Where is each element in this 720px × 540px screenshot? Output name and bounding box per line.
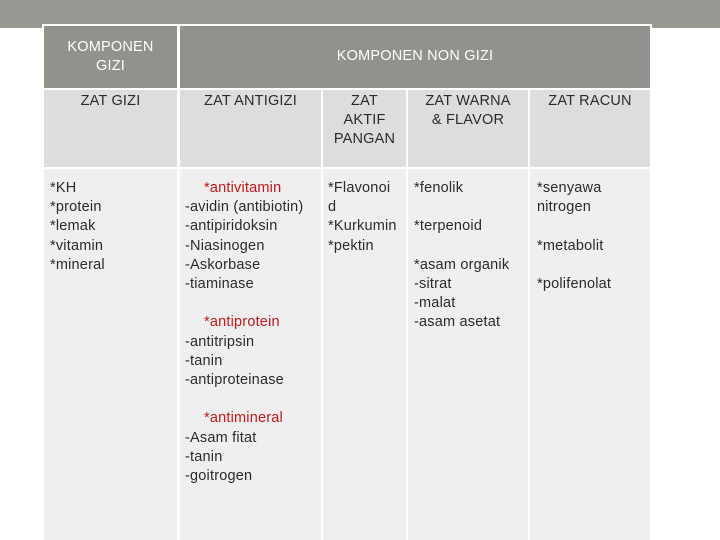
komponen-table <box>42 24 652 540</box>
antivitamin-item: -antipiridoksin <box>185 218 278 235</box>
racun-item <box>537 217 650 236</box>
antivitamin-item: -Niasinogen <box>185 237 265 254</box>
spacer <box>185 294 319 313</box>
warna-item <box>414 237 528 256</box>
spacer <box>185 390 319 409</box>
antiprotein-title: *antiprotein <box>204 314 280 331</box>
racun-item <box>537 256 650 275</box>
gizi-item: *protein <box>50 199 102 216</box>
antiprotein-item: -tanin <box>185 352 223 369</box>
subheader-zat-racun <box>530 90 650 167</box>
subheader-aktif-line-1: ZAT <box>351 93 378 109</box>
aktif-item: *Flavonoi <box>328 180 391 196</box>
subheader-zat-aktif-pangan <box>323 90 406 167</box>
subheader-zat-antigizi-label: ZAT ANTIGIZI <box>204 93 297 109</box>
antimineral-item: -tanin <box>185 448 223 465</box>
subheader-zat-gizi <box>44 90 177 167</box>
warna-item: *terpenoid <box>414 218 483 235</box>
racun-item: *senyawa <box>537 180 602 196</box>
header-komponen-gizi <box>44 26 177 88</box>
warna-item: -asam asetat <box>414 314 501 331</box>
warna-item: -sitrat <box>414 275 452 292</box>
racun-item: *polifenolat <box>537 275 612 292</box>
antimineral-title: *antimineral <box>204 410 283 427</box>
antivitamin-item: -tiaminase <box>185 276 254 293</box>
warna-item <box>414 198 528 217</box>
antivitamin-item: -Askorbase <box>185 256 261 273</box>
warna-item: -malat <box>414 295 456 312</box>
body-zat-antigizi <box>180 169 321 540</box>
racun-item: nitrogen <box>537 199 591 216</box>
antimineral-item: -goitrogen <box>185 468 253 485</box>
subheader-warna-line-2: & FLAVOR <box>431 112 505 129</box>
warna-item: *asam organik <box>414 256 510 273</box>
gizi-item: *vitamin <box>50 237 104 254</box>
header-komponen-gizi-label: KOMPONEN GIZI <box>67 38 154 74</box>
aktif-item: d <box>328 199 337 216</box>
header-komponen-non-gizi <box>180 26 650 88</box>
antivitamin-item: -avidin (antibiotin) <box>185 199 304 216</box>
subheader-zat-racun-label: ZAT RACUN <box>548 93 632 109</box>
antiprotein-item: -antitripsin <box>185 333 255 350</box>
body-zat-gizi <box>44 169 177 540</box>
aktif-item: *pektin <box>328 237 374 254</box>
subheader-aktif-line-2: AKTIF <box>343 112 386 129</box>
gizi-item: *mineral <box>50 256 105 273</box>
antiprotein-item: -antiproteinase <box>185 372 284 389</box>
gizi-item: *lemak <box>50 218 96 235</box>
aktif-item: *Kurkumin <box>328 218 397 235</box>
subheader-zat-antigizi <box>180 90 321 167</box>
antimineral-item: -Asam fitat <box>185 429 257 446</box>
antivitamin-title: *antivitamin <box>204 180 282 196</box>
body-zat-racun <box>530 169 650 540</box>
racun-item: *metabolit <box>537 237 604 254</box>
subheader-aktif-line-3: PANGAN <box>333 131 396 148</box>
subheader-zat-gizi-label: ZAT GIZI <box>80 93 141 109</box>
gizi-item: *KH <box>50 180 77 196</box>
subheader-zat-warna-flavor <box>408 90 528 167</box>
warna-item: *fenolik <box>414 180 464 196</box>
subheader-warna-line-1: ZAT WARNA <box>425 93 511 109</box>
header-komponen-non-gizi-label: KOMPONEN NON GIZI <box>336 48 494 65</box>
body-zat-warna-flavor <box>408 169 528 540</box>
body-zat-aktif-pangan <box>323 169 406 540</box>
